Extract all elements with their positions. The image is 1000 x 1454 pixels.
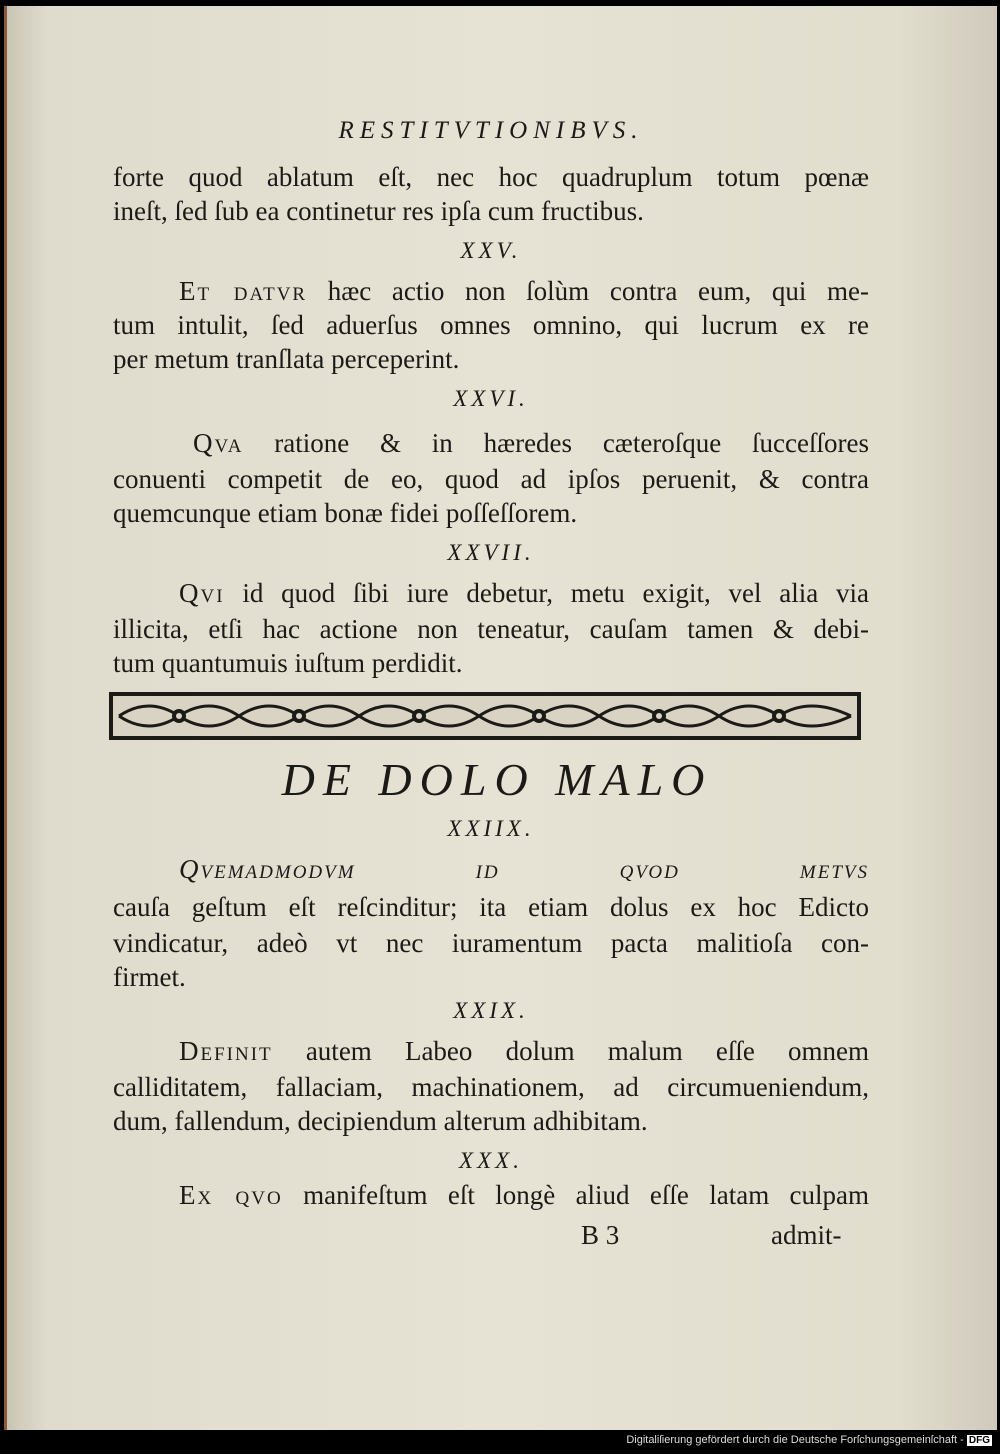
text-line: tum quantumuis iuſtum perdidit.	[113, 648, 463, 678]
text-line: calliditatem, fallaciam, machinationem, ad circumueniendum,	[113, 1072, 869, 1102]
text-span: autem Labeo dolum malum eſſe omnem	[305, 1036, 870, 1066]
text-span: ratione & in hæredes cæteroſque ſucceſſores	[274, 428, 869, 458]
section-heading: DE DOLO MALO	[281, 754, 713, 805]
catchword: admit-	[771, 1220, 842, 1250]
text-line: conuenti competit de eo, quod ad ipſos peruenit, & contra	[113, 464, 869, 494]
book-page	[4, 6, 997, 1430]
text-line: dum, fallendum, decipiendum alterum adhibitam.	[113, 1106, 648, 1136]
dfg-logo: DFG	[968, 1435, 990, 1446]
section-number: XXIX.	[453, 998, 529, 1023]
text-line	[193, 426, 869, 460]
lead-words: Et datvr	[179, 276, 308, 306]
text-line: quemcunque etiam bonæ fidei poſſeſſorem.	[113, 498, 578, 528]
text-line	[179, 1178, 869, 1212]
lead-words: Qva	[193, 428, 244, 458]
text-span: id quod ſibi iure debetur, metu exigit, vel alia via	[242, 578, 870, 608]
section-number: XXVI.	[453, 386, 529, 411]
text-span: hæc actio non ſolùm contra eum, qui me-	[327, 276, 869, 306]
digitization-footer	[626, 1434, 992, 1446]
text-line	[179, 852, 869, 886]
signature-mark: B 3	[581, 1220, 620, 1250]
text-line: vindicatur, adeò vt nec iuramentum pacta malitioſa con-	[113, 928, 869, 958]
text-line	[179, 576, 869, 610]
text-span: manifeſtum eſt longè aliud eſſe latam culpam	[303, 1180, 870, 1210]
lead-words: Qvemadmodvm id qvod metvs	[179, 854, 869, 884]
section-number: XXV.	[460, 238, 522, 263]
text-line: per metum tranſlata perceperint.	[113, 344, 460, 374]
text-line: cauſa geſtum eſt reſcinditur; ita etiam dolus ex hoc Edicto	[113, 892, 869, 922]
text-line: tum intulit, ſed aduerſus omnes omnino, qui lucrum ex re	[113, 310, 869, 340]
footer-text: Digitaliſierung gefördert durch die Deutsche Forſchungsgemeinſchaft -	[626, 1434, 964, 1446]
lead-words: Qvi	[179, 578, 225, 608]
section-number: XXIIX.	[447, 816, 535, 841]
text-line: forte quod ablatum eſt, nec hoc quadruplum totum pœnæ	[113, 162, 869, 192]
lead-words: Ex qvo	[179, 1180, 283, 1210]
text-line	[179, 1034, 869, 1068]
text-line	[179, 274, 869, 308]
text-line: ineſt, ſed ſub ea continetur res ipſa cum fructibus.	[113, 196, 644, 226]
section-number: XXX.	[459, 1148, 523, 1173]
text-line: firmet.	[113, 962, 186, 992]
section-number: XXVII.	[447, 540, 535, 565]
ornament-band	[109, 692, 861, 740]
lead-words: Definit	[179, 1036, 273, 1066]
running-head: RESTITVTIONIBVS.	[338, 117, 644, 144]
text-line: illicita, etſi hac actione non teneatur, cauſam tamen & debi-	[113, 614, 869, 644]
